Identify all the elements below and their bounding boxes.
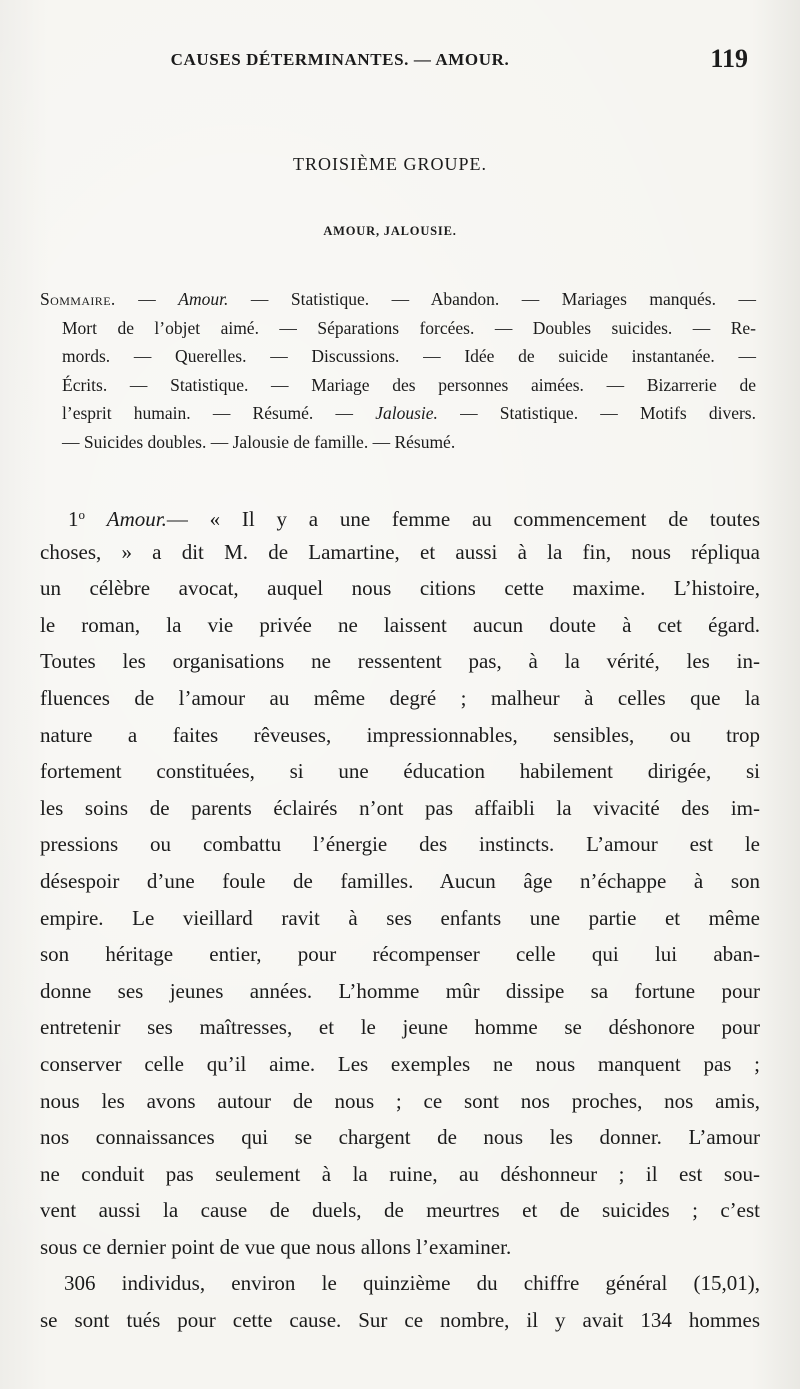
summary-line: l’esprit humain. — Résumé. — Jalousie. — Statistique. — Motifs divers. <box>62 403 756 424</box>
summary-label: Sommaire. <box>40 289 116 309</box>
paragraph-line: nous les avons autour de nous ; ce sont nos proches, nos amis, <box>40 1088 760 1113</box>
paragraph-line: entretenir ses maîtresses, et le jeune homme se déshonore pour <box>40 1015 760 1040</box>
running-head <box>40 44 760 80</box>
paragraph-line: désespoir d’une foule de familles. Aucun âge n’échappe à son <box>40 868 760 893</box>
paragraph-line: un célèbre avocat, auquel nous citions cette maxime. L’histoire, <box>40 576 760 601</box>
summary-line: — Suicides doubles. — Jalousie de famille. — Résumé. <box>62 431 456 452</box>
paragraph-line: le roman, la vie privée ne laissent aucun doute à cet égard. <box>40 612 760 637</box>
section-heading: Amour. <box>106 507 167 531</box>
paragraph-line: donne ses jeunes années. L’homme mûr dissipe sa fortune pour <box>40 978 760 1003</box>
degree-sign: o <box>78 507 85 522</box>
paragraph-line: ne conduit pas seulement à la ruine, au déshonneur ; il est sou- <box>40 1161 760 1186</box>
paragraph-line: choses, » a dit M. de Lamartine, et aussi à la fin, nous répliqua <box>40 539 760 564</box>
chapter-summary <box>40 285 756 457</box>
summary-line: Sommaire. — Amour. — Statistique. — Abandon. — Mariages manqués. — <box>40 289 757 309</box>
page-number: 119 <box>710 44 748 73</box>
paragraph-line: 306 individus, environ le quinzième du chiffre général (15,01), <box>64 1271 760 1296</box>
group-subtitle: AMOUR, JALOUSIE. <box>323 224 457 238</box>
summary-line: Écrits. — Statistique. — Mariage des personnes aimées. — Bizarrerie de <box>62 374 756 395</box>
paragraph-line: conserver celle qu’il aime. Les exemples ne nous manquent pas ; <box>40 1051 760 1076</box>
paragraph-line: 1$^o$ Amour.— « Il y a une femme au commencement de toutes <box>68 507 760 531</box>
paragraph-line: se sont tués pour cette cause. Sur ce nombre, il y avait 134 hommes <box>40 1308 760 1333</box>
paragraph-line: sous ce dernier point de vue que nous allons l’examiner. <box>40 1234 512 1259</box>
summary-line: Mort de l’objet aimé. — Séparations forcées. — Doubles suicides. — Re- <box>62 317 756 338</box>
paragraph-line: pressions ou combattu l’énergie des instincts. L’amour est le <box>40 832 760 857</box>
group-title: TROISIÈME GROUPE. <box>292 154 487 174</box>
summary-line: mords. — Querelles. — Discussions. — Idée de suicide instantanée. — <box>62 346 756 367</box>
running-title: CAUSES DÉTERMINANTES. — AMOUR. <box>170 50 510 69</box>
paragraph-line: son héritage entier, pour récompenser celle qui lui aban- <box>40 942 760 967</box>
paragraph-line: Toutes les organisations ne ressentent pas, à la vérité, les in- <box>40 649 760 674</box>
paragraph-line: fortement constituées, si une éducation habilement dirigée, si <box>40 759 760 784</box>
section-number: 1 <box>68 507 79 531</box>
paragraph-line: nature a faites rêveuses, impressionnables, sensibles, ou trop <box>40 722 760 747</box>
paragraph-line: nos connaissances qui se chargent de nous les donner. L’amour <box>40 1125 760 1150</box>
paragraph-line: fluences de l’amour au même degré ; malheur à celles que la <box>40 685 760 710</box>
paragraph-line: les soins de parents éclairés n’ont pas affaibli la vivacité des im- <box>40 795 760 820</box>
body-text <box>40 497 760 1339</box>
paragraph-line: vent aussi la cause de duels, de meurtres et de suicides ; c’est <box>40 1198 760 1223</box>
paragraph-line: empire. Le vieillard ravit à ses enfants une partie et même <box>40 905 760 930</box>
